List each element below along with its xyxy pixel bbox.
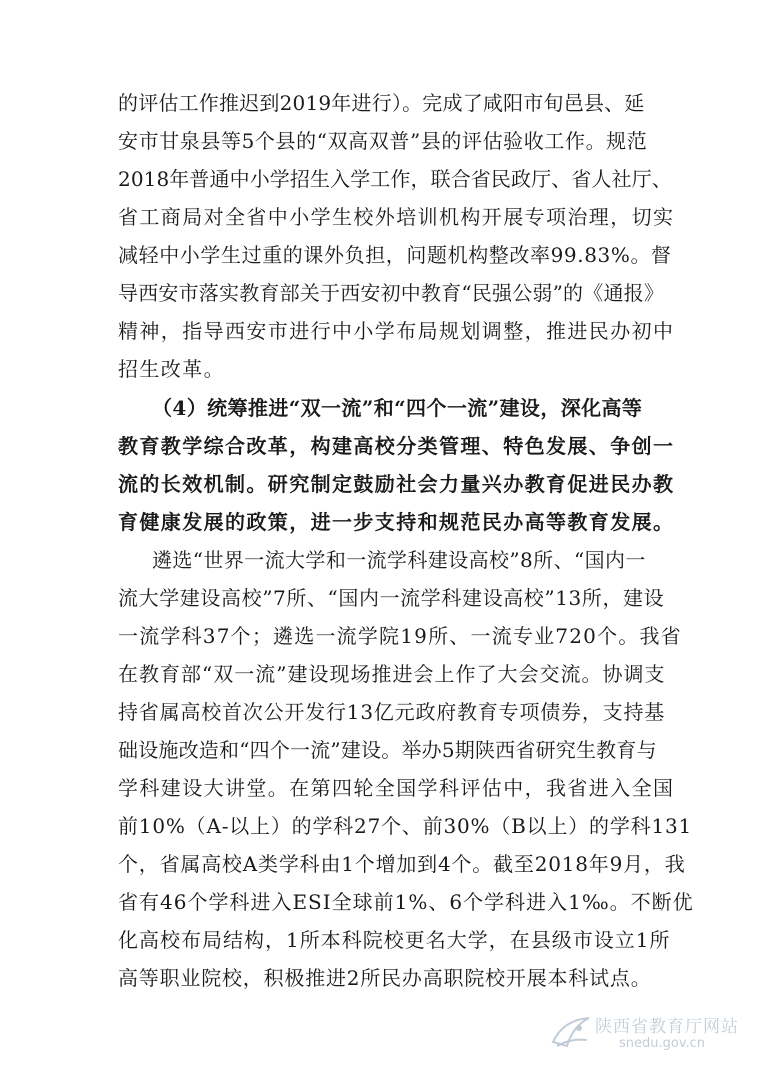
- text-line: 高等职业院校，积极推进2所民办高职院校开展本科试点。: [118, 966, 652, 990]
- text-line: 的评估工作推迟到2019年进行）。完成了咸阳市旬邑县、延: [118, 91, 645, 115]
- site-watermark: [549, 1008, 749, 1058]
- text-line: 导西安市落实教育部关于西安初中教育“民强公弱”的《通报》: [118, 281, 665, 305]
- watermark-title: 陕西省教育厅网站: [595, 1017, 739, 1037]
- watermark-logo-icon: [549, 1012, 593, 1052]
- text-line: 育健康发展的政策，进一步支持和规范民办高等教育发展。: [118, 510, 675, 534]
- watermark-url: snedu.gov.cn: [619, 1036, 706, 1051]
- text-line: 招生改革。: [118, 357, 225, 381]
- text-line: 在教育部“双一流”建设现场推进会上作了大会交流。协调支: [118, 662, 666, 686]
- text-line: 础设施改造和“四个一流”建设。举办5期陕西省研究生教育与: [118, 738, 657, 762]
- text-line: 化高校布局结构，1所本科院校更名大学，在县级市设立1所: [118, 928, 671, 952]
- text-line: 流大学建设高校”7所、“国内一流学科建设高校”13所，建设: [118, 586, 665, 610]
- paragraph-section-heading: [118, 389, 675, 541]
- text-line: 个，省属高校A类学科由1个增加到4个。截至2018年9月，我: [118, 852, 686, 876]
- text-line: 安市甘泉县等5个县的“双高双普”县的评估验收工作。规范: [118, 129, 648, 153]
- text-line: 流的长效机制。研究制定鼓励社会力量兴办教育促进民办教: [118, 472, 675, 496]
- text-line: 遴选“世界一流大学和一流学科建设高校”8所、“国内一: [152, 548, 646, 572]
- text-line: 省工商局对全省中小学生校外培训机构开展专项治理，切实: [118, 205, 675, 229]
- text-line: 前10%（A-以上）的学科27个、前30%（B以上）的学科131: [118, 814, 693, 838]
- text-line: 一流学科37个；遴选一流学院19所、一流专业720个。我省: [118, 624, 682, 648]
- text-line: 省有46个学科进入ESI全球前1%、6个学科进入1‰。不断优: [118, 890, 694, 914]
- paragraph-higher-education: [118, 541, 694, 997]
- text-line: 精神，指导西安市进行中小学布局规划调整，推进民办初中: [118, 319, 675, 343]
- text-line: 2018年普通中小学招生入学工作，联合省民政厅、省人社厅、: [118, 167, 672, 191]
- text-line: 持省属高校首次公开发行13亿元政府教育专项债券，支持基: [118, 700, 666, 724]
- text-line: （4）统筹推进“双一流”和“四个一流”建设，深化高等: [152, 396, 643, 420]
- text-line: 教育教学综合改革，构建高校分类管理、特色发展、争创一: [118, 434, 675, 458]
- text-line: 减轻中小学生过重的课外负担，问题机构整改率99.83%。督: [118, 243, 672, 267]
- paragraph-basic-education: [118, 84, 675, 388]
- text-line: 学科建设大讲堂。在第四轮全国学科评估中，我省进入全国: [118, 776, 675, 800]
